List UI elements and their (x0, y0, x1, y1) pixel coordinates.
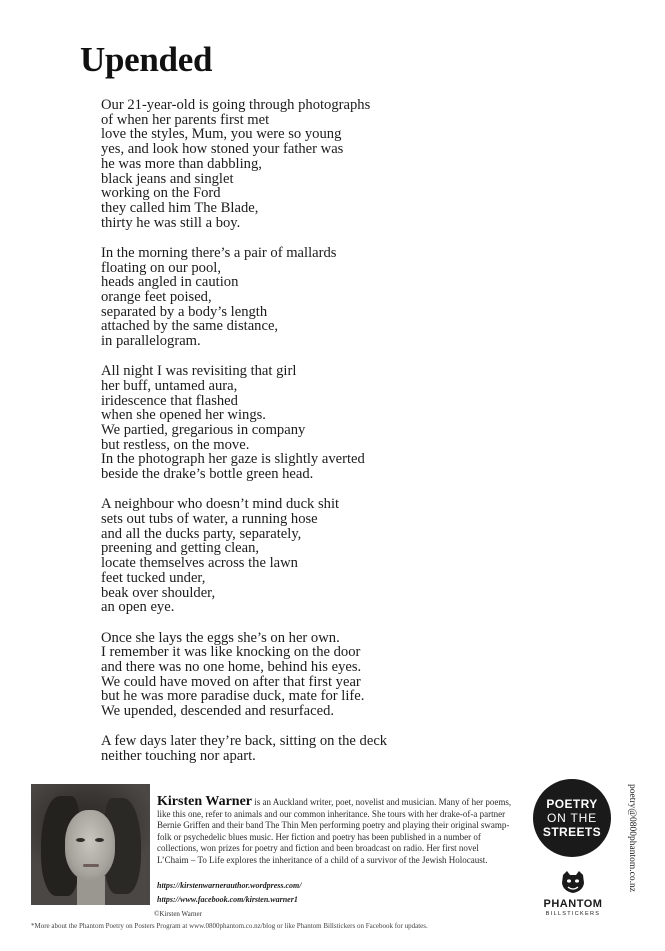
poem-line: attached by the same distance, (101, 318, 279, 335)
stanza (101, 98, 521, 230)
badge-line-1: POETRY (546, 797, 598, 811)
poem-line: iridescence that flashed (101, 392, 238, 409)
stanza (101, 497, 521, 615)
contact-email[interactable]: poetry@0800phantom.co.nz (627, 784, 637, 892)
author-name: Kirsten Warner (157, 794, 253, 809)
poem-line: her buff, untamed aura, (101, 377, 238, 394)
poem-line: but he was more paradise duck, mate for life. (101, 688, 365, 705)
poem-line: neither touching nor apart. (101, 747, 256, 764)
poem-body (101, 98, 521, 779)
poem-title: Upended (80, 40, 213, 79)
phantom-brand: PHANTOM (543, 898, 603, 910)
badge-line-2: ON THE (547, 811, 597, 825)
author-bio-text: is an Auckland writer, poet, novelist and musician. Many of her poems, like this one, refer to animals and our common inheritance. She tours with her drake-of-a partner Bernie Griffen and their band The Thin Men performing poetry and playing their original swamp-folk or psychedelic blues music. Her fiction and poetry has been published in a number of collections, won prizes for poetry and fiction and been broadcast on radio. Her first novel L’Chaim – To Life explores the inheritance of a child of a survivor of the Jewish Holocaust. (157, 797, 512, 865)
poem-line: floating on our pool, (101, 259, 221, 276)
author-links (157, 879, 301, 906)
poem-line: they called him The Blade, (101, 199, 259, 216)
poem-line: In the photograph her gaze is slightly averted (101, 451, 365, 468)
poem-line: sets out tubs of water, a running hose (101, 511, 318, 528)
poem-line: preening and getting clean, (101, 540, 260, 557)
poetry-on-the-streets-logo (533, 779, 611, 857)
poem-line: We upended, descended and resurfaced. (101, 703, 335, 720)
poem-line: All night I was revisiting that girl (101, 363, 297, 380)
bulldog-icon (560, 870, 586, 894)
poem-line: feet tucked under, (101, 569, 206, 586)
author-website-link[interactable]: https://kirstenwarnerauthor.wordpress.com/ (157, 881, 302, 890)
poem-line: when she opened her wings. (101, 407, 266, 424)
poem-line: he was more than dabbling, (101, 155, 262, 172)
poem-line: We could have moved on after that first year (101, 673, 361, 690)
poem-line: A neighbour who doesn’t mind duck shit (101, 496, 340, 513)
stanza (101, 631, 521, 719)
poem-line: love the styles, Mum, you were so young (101, 126, 342, 143)
poem-line: beak over shoulder, (101, 584, 216, 601)
phantom-brand-sub: BILLSTICKERS (545, 911, 601, 917)
badge-line-3: STREETS (542, 825, 602, 839)
poem-line: orange feet poised, (101, 288, 212, 305)
footer-note: *More about the Phantom Poetry on Posters Program at www.0800phantom.co.nz/blog or like Phantom Billstickers on Facebook for updates. (31, 922, 428, 930)
poem-line: working on the Ford (101, 185, 221, 202)
poem-line: We partied, gregarious in company (101, 422, 306, 439)
stanza (101, 364, 521, 482)
poem-line: heads angled in caution (101, 274, 239, 291)
poem-line: separated by a body’s length (101, 303, 268, 320)
poem-line: an open eye. (101, 599, 175, 616)
poem-line: and all the ducks party, separately, (101, 525, 302, 542)
poem-line: locate themselves across the lawn (101, 555, 298, 572)
poem-line: yes, and look how stoned your father was (101, 141, 344, 158)
poem-line: In the morning there’s a pair of mallards (101, 244, 337, 261)
poem-line: of when her parents first met (101, 111, 270, 128)
stanza (101, 734, 521, 763)
photo-credit: ©Kirsten Warner (154, 910, 202, 918)
poem-line: A few days later they’re back, sitting on the deck (101, 733, 388, 750)
author-photo (31, 784, 150, 905)
poem-line: but restless, on the move. (101, 436, 250, 453)
poem-line: I remember it was like knocking on the door (101, 644, 361, 661)
poem-line: black jeans and singlet (101, 170, 234, 187)
poem-line: Once she lays the eggs she’s on her own. (101, 629, 340, 646)
stanza (101, 246, 521, 349)
poem-line: Our 21-year-old is going through photographs (101, 97, 371, 113)
poem-line: in parallelogram. (101, 333, 201, 350)
author-bio (157, 796, 512, 866)
author-facebook-link[interactable]: https://www.facebook.com/kirsten.warner1 (157, 894, 298, 904)
poem-line: beside the drake’s bottle green head. (101, 466, 314, 483)
poem-line: thirty he was still a boy. (101, 214, 241, 231)
poem-line: and there was no one home, behind his eyes. (101, 658, 362, 675)
